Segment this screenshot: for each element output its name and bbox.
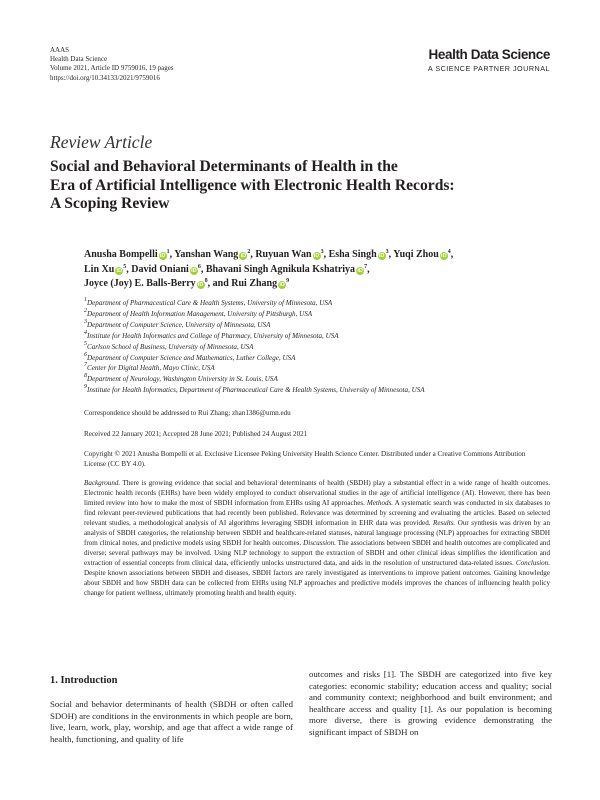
author-affiliation-number: 2 [247, 249, 251, 255]
author-affiliation-number: 5 [123, 263, 127, 270]
author-affiliation-number: 8 [204, 278, 208, 285]
affiliation [84, 374, 425, 385]
affiliation-number: 5 [84, 340, 87, 347]
author-affiliation-number: 7 [364, 263, 368, 270]
affiliation-number: 6 [84, 351, 87, 358]
author-name[interactable]: Lin Xu [84, 263, 115, 275]
author-name[interactable]: Esha Singh [328, 249, 377, 260]
affiliation-number: 1 [84, 297, 87, 303]
copyright-notice: Copyright © 2021 Anusha Bompelli et al. Exclusive Licensee Peking University Health Science Center. Distributed under a Creative Commons Attribution License (CC BY 4.0). [84, 450, 526, 468]
author-name[interactable]: Ruyuan Wan [255, 249, 312, 260]
affiliation-text: Institute for Health Informatics, Department of Pharmaceutical Care & Health Systems, University of Minnesota, USA [87, 386, 425, 395]
author-separator: , [450, 249, 454, 260]
affiliation-text: Institute for Health Informatics and College of Pharmacy, University of Minnesota, USA [87, 331, 339, 340]
affiliation-number: 9 [84, 384, 87, 391]
affiliation-text: Department of Computer Science and Mathematics, Luther College, USA [87, 353, 296, 362]
author-affiliation-number: 3 [385, 249, 389, 255]
affiliation-text: Department of Neurology, Washington University in St. Louis, USA [87, 375, 278, 384]
masthead-tagline: A SCIENCE PARTNER JOURNAL [427, 64, 550, 73]
author-affiliation-number: 4 [447, 249, 451, 255]
affiliation-text: Center for Digital Health, Mayo Clinic, USA [87, 364, 215, 373]
abstract-section-label: Background. [84, 479, 121, 487]
abstract-section-text: The associations between SBDH and health outcomes are complicated and diverse; several pathways may be involved. Using NLP technology to support the extraction of SBDH and other clinical ideas simplifies the identification and extraction of essential concepts from clinical data, efficiently unlocks unstructured data, and aids in the resolution of unstructured data-related issues. [84, 539, 551, 567]
author-affiliation-number: 1 [166, 249, 170, 255]
affiliation [84, 298, 425, 309]
orcid-icon[interactable]: iD [378, 253, 385, 259]
orcid-icon[interactable]: iD [441, 253, 447, 259]
masthead [428, 47, 550, 73]
affiliation-number: 7 [84, 362, 87, 369]
section-heading: 1. Introduction [50, 675, 118, 686]
author-separator: , [200, 263, 206, 275]
orcid-icon[interactable]: iD [313, 253, 320, 259]
author-separator: , [323, 249, 329, 260]
author-affiliation-number: 9 [286, 278, 290, 285]
affiliation-text: Department of Health Information Management, University of Pittsburgh, USA [87, 309, 313, 318]
author-name[interactable]: Joyce (Joy) E. Balls-Berry [84, 278, 196, 290]
affiliation [84, 331, 425, 342]
article-title [50, 158, 530, 214]
affiliation [84, 342, 425, 353]
received-dates: Received 22 January 2021; Accepted 28 June 2021; Published 24 August 2021 [84, 430, 308, 438]
abstract-section-label: Conclusion. [515, 559, 550, 567]
journal-meta [50, 46, 174, 83]
doi-link[interactable]: https://doi.org/10.34133/2021/9759016 [50, 73, 160, 82]
author-name[interactable]: Yanshan Wang [174, 249, 239, 260]
abstract-section-text: A systematic search was conducted in six databases to find relevant peer-reviewed publications that had recently been published. Relevance was determined by screening and evaluating the articles. Based on selected relevant studies, a methodological analysis of AI algorithms leveraging SBDH information in EHR data was provided. [84, 499, 550, 527]
abstract-section-text: Our synthesis was driven by an analysis of SBDH categories, the relationship between SBDH and healthcare-related statuses, natural language processing (NLP) approaches for extracting SBDH from clinical notes, and predictive models using SBDH for health outcomes. [84, 519, 550, 547]
affiliation [84, 385, 425, 396]
affiliation-list [84, 298, 425, 396]
affiliation [84, 353, 425, 364]
author-separator: , [169, 249, 175, 260]
author-separator: , [250, 249, 256, 260]
journal-name: Health Data Science [50, 55, 108, 64]
abstract-section-label: Results. [433, 519, 456, 527]
publisher: AAAS [50, 46, 70, 54]
affiliation-number: 4 [84, 329, 87, 336]
orcid-icon[interactable]: iD [197, 282, 204, 289]
abstract-section-label: Methods. [366, 499, 394, 507]
affiliation [84, 363, 425, 374]
volume-info: Volume 2021, Article ID 9759016, 19 pages [50, 64, 174, 73]
author-name[interactable]: Rui Zhang [231, 278, 278, 290]
author-affiliation-number: 6 [197, 263, 201, 270]
orcid-icon[interactable]: iD [116, 267, 123, 274]
author-name[interactable]: Bhavani Singh Agnikula Kshatriya [205, 263, 356, 275]
orcid-icon[interactable]: iD [279, 282, 285, 289]
author-separator: , [126, 263, 132, 275]
author-line [84, 263, 524, 278]
correspondence: Correspondence should be addressed to Rui Zhang; zhan1386@umn.edu [84, 409, 291, 417]
masthead-journal-name: Health Data Science [428, 47, 550, 62]
author-separator: , [388, 249, 394, 260]
affiliation [84, 309, 425, 320]
abstract-section-text: There is growing evidence that social and behavioral determinants of health (SBDH) play a substantial effect in a wide range of health outcomes. Electronic health records (EHRs) have been widely employed to conduct observational studies in the age of artificial intelligence (AI). However, there has been limited review into how to make the most of SBDH information from EHRs using AI approaches. [84, 479, 550, 507]
orcid-icon[interactable]: iD [159, 253, 166, 259]
author-name[interactable]: Yuqi Zhou [393, 249, 439, 260]
affiliation-number: 8 [84, 373, 87, 380]
abstract-section-label: Discussion. [303, 539, 337, 547]
affiliation-text: Carlson School of Business, University of Minnesota, USA [87, 342, 254, 351]
orcid-icon[interactable]: iD [357, 267, 363, 274]
author-name[interactable]: David Oniani [131, 263, 189, 275]
article-type: Review Article [50, 132, 153, 152]
author-separator: , [367, 263, 370, 275]
author-line [84, 277, 524, 292]
affiliation [84, 320, 425, 331]
author-name[interactable]: Anusha Bompelli [84, 249, 158, 260]
orcid-icon[interactable]: iD [240, 253, 247, 259]
abstract-section-text: Despite known associations between SBDH and diseases, SBDH factors are rarely investigated as interventions to improve patient outcomes. Gaining knowledge about SBDH and how SBDH data can be collected from EHRs using NLP approaches and predictive models improves the chances of influencing health policy change for patient wellness, ultimately promoting health and health equity. [84, 569, 550, 597]
affiliation-text: Department of Pharmaceutical Care & Health Systems, University of Minnesota, USA [87, 299, 333, 307]
author-list [84, 248, 524, 292]
intro-column-right: outcomes and risks [1]. The SBDH are categorized into five key categories: economic stability; education access and quality; social and community context; neighborhood and built environment; and healthcare access and quality [1]. As our population is becoming more diverse, there is growing evidence demonstrating the significant impact of SBDH on [309, 669, 552, 737]
title-line: A Scoping Review [50, 195, 170, 213]
affiliation-number: 2 [84, 307, 87, 314]
author-affiliation-number: 3 [320, 249, 324, 255]
affiliation-text: Department of Computer Science, University of Minnesota, USA [87, 320, 271, 329]
abstract [84, 478, 550, 598]
title-line: Social and Behavioral Determinants of Health in the [50, 158, 398, 175]
title-line: Era of Artificial Intelligence with Electronic Health Records: [50, 176, 455, 194]
affiliation-number: 3 [84, 318, 87, 325]
author-line [84, 248, 524, 263]
author-separator: , and [207, 278, 232, 290]
orcid-icon[interactable]: iD [191, 267, 197, 274]
intro-column-left: Social and behavior determinants of health (SBDH or often called SDOH) are conditions in the environments in which people are born, live, learn, work, play, worship, and age that affect a wide range of health, functioning, and quality of life [50, 699, 293, 744]
